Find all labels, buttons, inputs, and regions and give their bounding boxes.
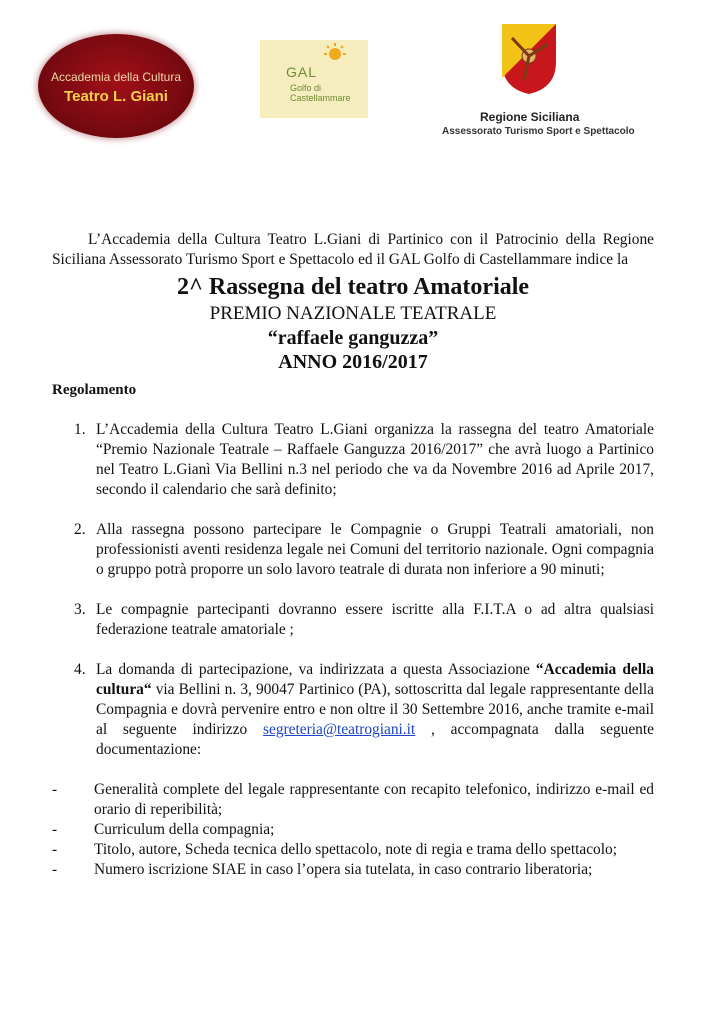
- dash-bullet: -: [52, 821, 58, 838]
- rules-list: [52, 420, 654, 760]
- list-item: [52, 600, 654, 640]
- list-item: [52, 780, 654, 820]
- gal-logo: [260, 40, 368, 118]
- intro-paragraph: L’Accademia della Cultura Teatro L.Giani di Partinico con il Patrocinio della Regione Siciliana Assessorato Turismo Sport e Spettacolo ed il GAL Golfo di Castellammare indice la: [52, 231, 654, 268]
- documents-list: [52, 780, 654, 880]
- trinacria-shield-icon: [500, 22, 558, 96]
- accademia-logo: [38, 34, 194, 138]
- sun-icon: [320, 42, 350, 64]
- list-item-text: Titolo, autore, Scheda tecnica dello spettacolo, note di regia e trama dello spettacolo;: [94, 841, 617, 858]
- association-name: “Accademia della cultura“: [96, 661, 654, 698]
- list-item-text: Numero iscrizione SIAE in caso l’opera sia tutelata, in caso contrario liberatoria;: [94, 861, 593, 878]
- section-heading: Regolamento: [52, 382, 137, 398]
- regione-logo-subtitle: Assessorato Turismo Sport e Spettacolo: [442, 126, 635, 137]
- email-link[interactable]: segreteria@teatrogiani.it: [263, 721, 416, 738]
- gal-logo-subtitle: Golfo di Castellammare: [290, 83, 351, 103]
- dash-bullet: -: [52, 861, 58, 878]
- dash-bullet: -: [52, 781, 58, 798]
- document-title: 2^ Rassegna del teatro Amatoriale: [176, 274, 530, 300]
- list-item-number: 3.: [74, 601, 86, 618]
- list-item: [52, 820, 654, 840]
- document-body: [52, 230, 654, 880]
- list-item-text: Curriculum della compagnia;: [94, 821, 275, 838]
- list-item-text: Le compagnie partecipanti dovranno essere iscritte alla F.I.T.A o ad altra qualsiasi federazione teatrale amatoriale ;: [96, 601, 654, 638]
- list-item: [52, 840, 654, 860]
- document-subtitle: PREMIO NAZIONALE TEATRALE: [209, 303, 497, 324]
- header-logos: [0, 0, 724, 160]
- regione-logo-title: Regione Siciliana: [480, 110, 580, 124]
- list-item-text: Alla rassegna possono partecipare le Compagnie o Gruppi Teatrali amatoriali, non professionisti aventi residenza legale nei Comuni del territorio nazionale. Ogni compagnia o gruppo potrà proporre un solo lavoro teatrale di durata non inferiore a 90 minuti;: [96, 521, 654, 578]
- list-item: [52, 860, 654, 880]
- list-item: [52, 520, 654, 580]
- dash-bullet: -: [52, 841, 58, 858]
- list-item-number: 1.: [74, 421, 86, 438]
- accademia-logo-line1: Accademia della Cultura: [50, 70, 182, 84]
- list-item: [52, 420, 654, 500]
- gal-logo-title: GAL: [286, 64, 318, 80]
- list-item-number: 4.: [74, 661, 86, 678]
- rule4-text-part3: , accompagnata dalla seguente documentazione:: [96, 721, 654, 758]
- document-year: ANNO 2016/2017: [278, 351, 428, 373]
- list-item-text: [96, 660, 654, 760]
- accademia-logo-line2: Teatro L. Giani: [64, 88, 168, 105]
- rule4-text-part1: La domanda di partecipazione, va indirizzata a questa Associazione: [96, 661, 536, 678]
- rule4-text-part2: via Bellini n. 3, 90047 Partinico (PA), sottoscritta dal legale rappresentante della Compagnia e dovrà pervenire entro e non oltre il 30 Settembre 2016, anche tramite e-mail al seguente indirizzo: [96, 681, 654, 738]
- list-item: [52, 660, 654, 760]
- prize-name: “raffaele ganguzza”: [267, 327, 439, 349]
- list-item-number: 2.: [74, 521, 86, 538]
- list-item-text: Generalità complete del legale rappresentante con recapito telefonico, indirizzo e-mail ed orario di reperibilità;: [94, 781, 654, 818]
- regione-logo: [440, 22, 635, 150]
- list-item-text: L’Accademia della Cultura Teatro L.Giani organizza la rassegna del teatro Amatoriale “Premio Nazionale Teatrale – Raffaele Ganguzza 2016/2017” che avrà luogo a Partinico nel Teatro L.Gianì Via Bellini n.3 nel periodo che va da Novembre 2016 ad Aprile 2017, secondo il calendario che sarà definito;: [96, 421, 654, 498]
